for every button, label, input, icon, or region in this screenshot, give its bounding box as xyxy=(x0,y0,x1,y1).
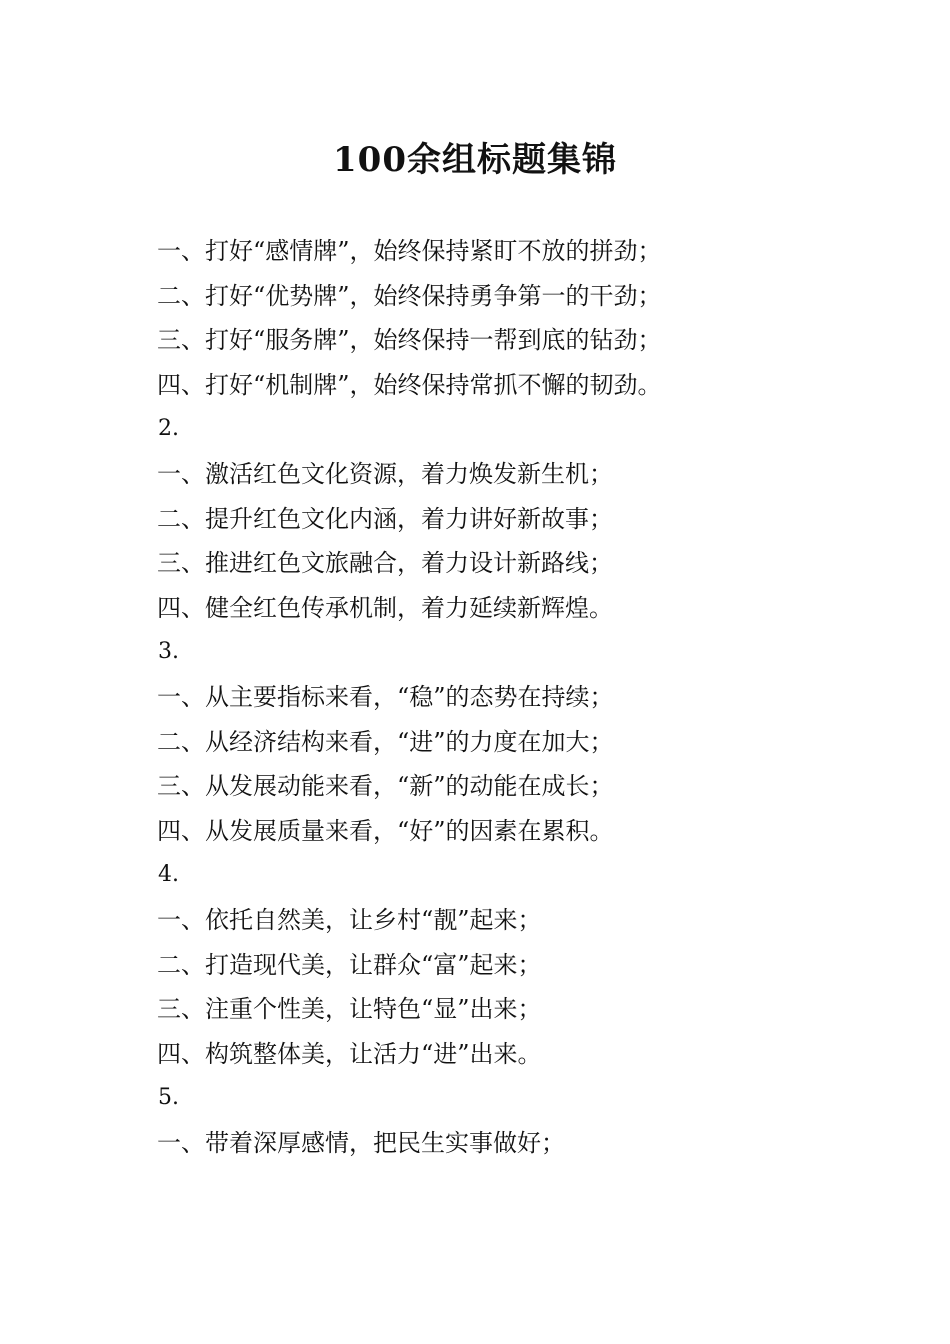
section-number: 4. xyxy=(158,862,179,888)
list-item: 二、提升红色文化内涵，着力讲好新故事； xyxy=(157,504,613,533)
title-list xyxy=(157,229,917,1165)
list-item: 四、健全红色传承机制，着力延续新辉煌。 xyxy=(157,593,613,622)
list-item: 二、从经济结构来看，“进”的力度在加大； xyxy=(157,727,614,756)
list-item: 三、从发展动能来看，“新”的动能在成长； xyxy=(157,772,614,801)
list-item: 四、打好“机制牌”，始终保持常抓不懈的韧劲。 xyxy=(157,370,662,399)
list-item: 一、带着深厚感情，把民生实事做好； xyxy=(157,1128,565,1157)
section-number: 5. xyxy=(158,1085,179,1111)
list-item: 三、注重个性美，让特色“显”出来； xyxy=(157,995,542,1024)
list-item: 一、从主要指标来看，“稳”的态势在持续； xyxy=(157,682,614,711)
list-item: 一、激活红色文化资源，着力焕发新生机； xyxy=(157,459,613,488)
list-item: 三、推进红色文旅融合，着力设计新路线； xyxy=(157,549,613,578)
list-item: 四、构筑整体美，让活力“进”出来。 xyxy=(157,1039,542,1068)
section-number: 2. xyxy=(158,416,179,442)
list-item: 二、打好“优势牌”，始终保持勇争第一的干劲； xyxy=(157,281,662,310)
page-title: 100余组标题集锦 xyxy=(333,140,617,180)
list-item: 一、依托自然美，让乡村“靓”起来； xyxy=(157,905,542,934)
section-number: 3. xyxy=(158,639,179,665)
list-item: 三、打好“服务牌”，始终保持一帮到底的钻劲； xyxy=(157,326,662,355)
list-item: 一、打好“感情牌”，始终保持紧盯不放的拼劲； xyxy=(157,237,662,265)
list-item: 四、从发展质量来看，“好”的因素在累积。 xyxy=(157,816,614,845)
list-item: 二、打造现代美，让群众“富”起来； xyxy=(157,950,542,979)
